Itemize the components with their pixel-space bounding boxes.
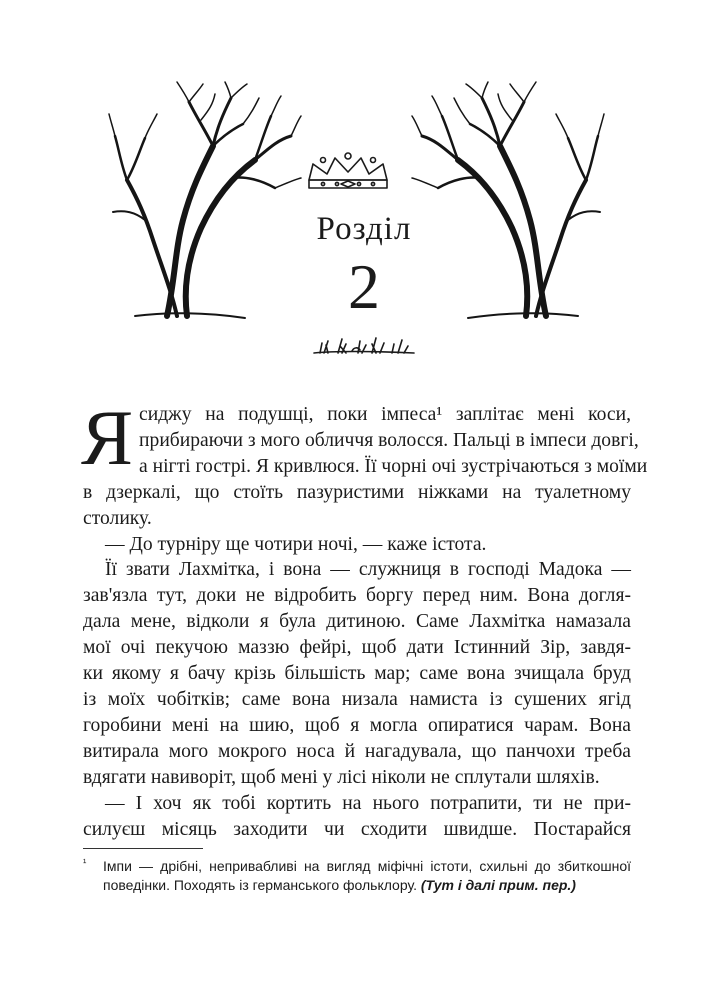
paragraph-1-line-5: столику.: [83, 507, 152, 529]
paragraph-1-line-4: в дзеркалі, що стоїть пазуристими ніжками на туалетному: [83, 481, 631, 503]
crown-icon: [303, 150, 393, 192]
grass-ornament-icon: [312, 335, 416, 357]
drop-cap: Я: [81, 394, 134, 481]
paragraph-4-line-2: силуєш місяць заходити чи сходити швидше. Постарайся: [83, 818, 631, 840]
footnote-line-2: поведінки. Походять із германського фольклору. (Тут і далі прим. пер.): [103, 877, 576, 893]
paragraph-3-line-6: із моїх чобітків; саме вона низала намиста із сушених ягід: [83, 688, 631, 710]
paragraph-1-line-2: прибираючи з мого обличчя волосся. Пальці в імпеси довгі,: [139, 429, 639, 451]
footnote-translator-note: (Тут і далі прим. пер.): [420, 877, 576, 893]
footnote-mark: ¹: [83, 858, 87, 869]
paragraph-3-line-3: дала мене, відколи я була дитиною. Саме Лахмітка намазала: [83, 611, 631, 633]
paragraph-3-line-7: горобини мені на шию, щоб я могла опиратися чарам. Вона: [83, 714, 631, 736]
paragraph-4-line-1: — І хоч як тобі кортить на нього потрапити, ти не при-: [105, 792, 631, 814]
paragraph-3-line-2: зав'язла тут, доки не відробить боргу перед ним. Вона догля-: [83, 585, 631, 607]
chapter-number: 2: [348, 251, 380, 322]
footnote: [83, 857, 631, 895]
paragraph-1-line-3: а нігті гострі. Я кривлюся. Її чорні очі зустрічаються з моїми: [139, 455, 648, 477]
footnote-text: [83, 857, 631, 895]
paragraph-3-line-1: Її звати Лахмітка, і вона — служниця в господі Мадока —: [105, 559, 631, 581]
paragraph-3-line-5: ки якому я бачу крізь більшість мар; саме вона зчищала бруд: [83, 663, 631, 685]
footnote-line-1: Імпи — дрібні, непривабливі на вигляд міфічні істоти, схильні до збиткошної: [103, 858, 631, 874]
paragraph-1-line-1: Ясиджу на подушці, поки імпеса¹ заплітає мені коси,: [81, 394, 631, 481]
body-text: [81, 394, 648, 842]
paragraph-2-line-1: — До турніру ще чотири ночі, — каже істота.: [105, 533, 487, 555]
paragraph-3-line-8: витирала мого мокрого носа й нагадувала, що панчохи треба: [83, 740, 631, 762]
paragraph-3-line-9: вдягати навиворіт, щоб мені у лісі ніколи не сплутали шляхів.: [83, 766, 600, 788]
paragraph-3-line-4: мої очі пекучою маззю фейрі, щоб дати Істинний Зір, завдя-: [83, 637, 631, 659]
footnote-divider: [83, 848, 203, 849]
chapter-label: Розділ: [316, 211, 412, 247]
